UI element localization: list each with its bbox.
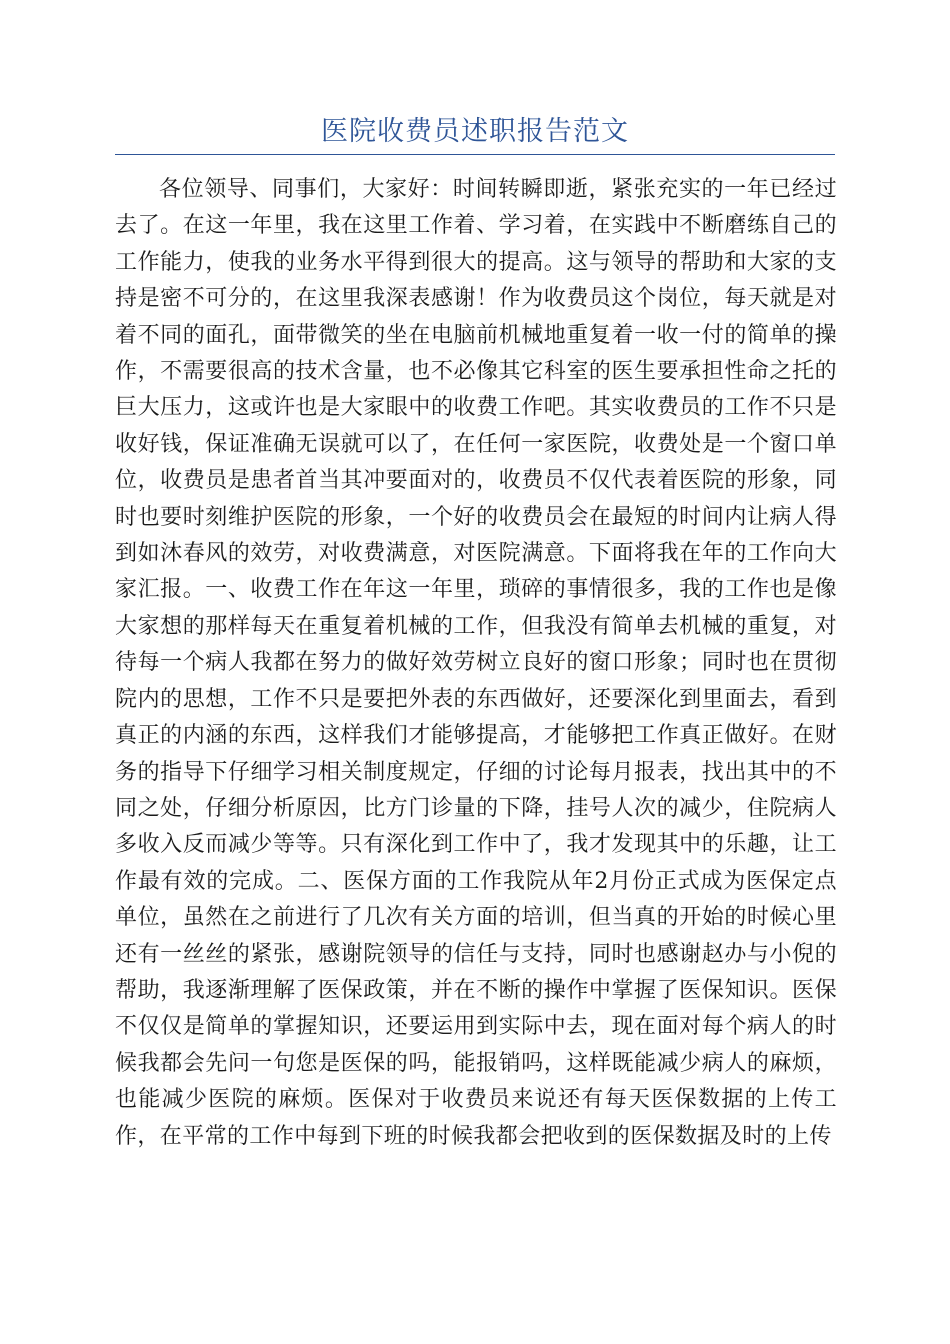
title-underline [115, 154, 835, 155]
document-title: 医院收费员述职报告范文 [321, 116, 629, 147]
body-paragraph: 各位领导、同事们，大家好：时间转瞬即逝，紧张充实的一年已经过去了。在这一年里，我在这里工作着、学习着，在实践中不断磨练自己的工作能力，使我的业务水平得到很大的提高。这与领导的帮助和大家的支持是密不可分的，在这里我深表感谢！作为收费员这个岗位，每天就是对着不同的面孔，面带微笑的坐在电脑前机械地重复着一收一付的简单的操作，不需要很高的技术含量，也不必像其它科室的医生要承担性命之托的巨大压力，这或许也是大家眼中的收费工作吧。其实收费员的工作不只是收好钱，保证准确无误就可以了，在任何一家医院，收费处是一个窗口单位，收费员是患者首当其冲要面对的，收费员不仅代表着医院的形象，同时也要时刻维护医院的形象，一个好的收费员会在最短的时间内让病人得到如沐春风的效劳，对收费满意，对医院满意。下面将我在年的工作向大家汇报。一、收费工作在年这一年里，琐碎的事情很多，我的工作也是像大家想的那样每天在重复着机械的工作，但我没有简单去机械的重复，对待每一个病人我都在努力的做好效劳树立良好的窗口形象；同时也在贯彻院内的思想，工作不只是要把外表的东西做好，还要深化到里面去，看到真正的内涵的东西，这样我们才能够提高，才能够把工作真正做好。在财务的指导下仔细学习相关制度规定，仔细的讨论每月报表，找出其中的不同之处，仔细分析原因，比方门诊量的下降，挂号人次的减少，住院病人多收入反而减少等等。只有深化到工作中了，我才发现其中的乐趣，让工作最有效的完成。二、医保方面的工作我院从年2月份正式成为医保定点单位，虽然在之前进行了几次有关方面的培训，但当真的开始的时候心里还有一丝丝的紧张，感谢院领导的信任与支持，同时也感谢赵办与小倪的帮助，我逐渐理解了医保政策，并在不断的操作中掌握了医保知识。医保不仅仅是简单的掌握知识，还要运用到实际中去，现在面对每个病人的时候我都会先问一句您是医保的吗，能报销吗，这样既能减少病人的麻烦，也能减少医院的麻烦。医保对于收费员来说还有每天医保数据的上传工作，在平常的工作中每到下班的时候我都会把收到的医保数据及时的上传 [115, 177, 837, 1149]
